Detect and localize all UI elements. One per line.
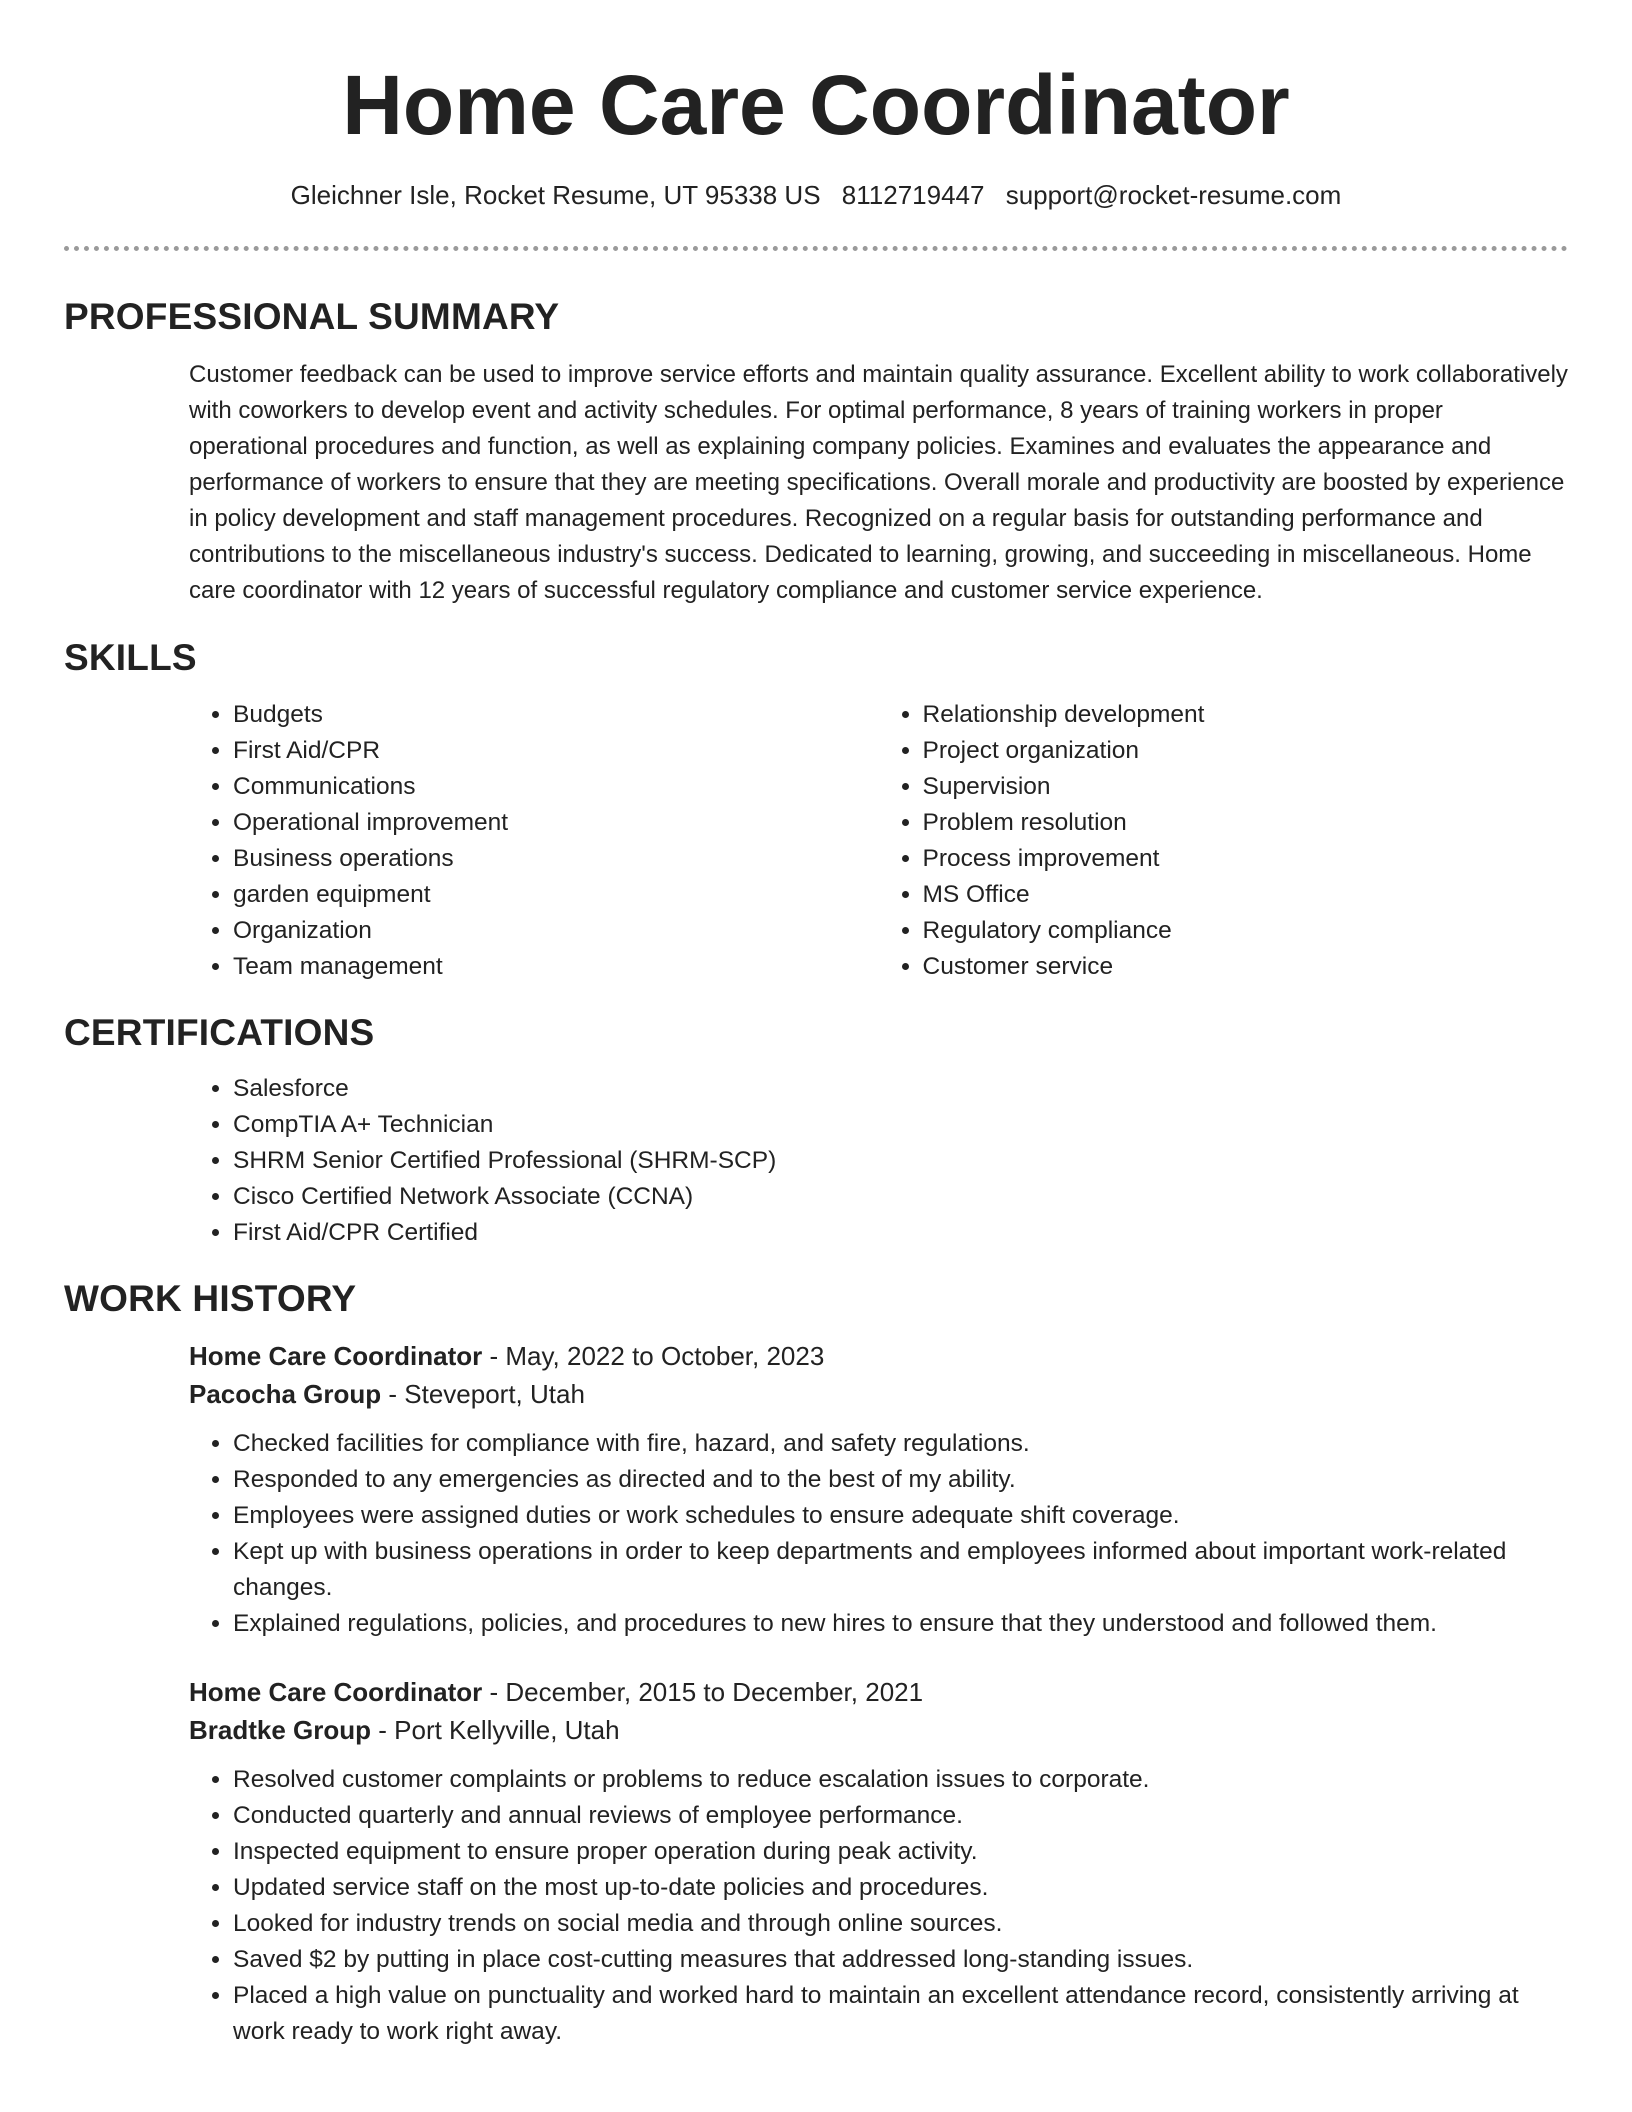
job-title-line [189,1673,1568,1711]
job-entry [189,1337,1568,1642]
certifications-block [189,1071,1568,1251]
job-bullet: • Placed a high value on punctuality and worked hard to maintain an excellent attendance record, consistently arriving at work ready to work right away. [233,1978,1568,2050]
job-role: Home Care Coordinator [189,1677,483,1707]
job-bullet: • Resolved customer complaints or problems to reduce escalation issues to corporate. [233,1762,1568,1798]
skills-columns [189,697,1568,985]
job-bullet: • Responded to any emergencies as directed and to the best of my ability. [233,1462,1568,1498]
job-company: Pacocha Group [189,1379,382,1409]
summary-text: Customer feedback can be used to improve service efforts and maintain quality assurance. Excellent ability to work collaboratively with coworkers to develop event and activity schedules. For optimal performance, 8 years of training workers in proper operational procedures and function, as well as explaining company policies. Examines and evaluates the appearance and performance of workers to ensure that they are meeting specifications. Overall morale and productivity are boosted by experience in policy development and staff management procedures. Recognized on a regular basis for outstanding performance and contributions to the miscellaneous industry's success. Dedicated to learning, growing, and succeeding in miscellaneous. Home care coordinator with 12 years of successful regulatory compliance and customer service experience. [189,361,1568,604]
job-dates: - May, 2022 to October, 2023 [482,1341,825,1371]
job-role: Home Care Coordinator [189,1341,483,1371]
header-divider [64,246,1568,251]
skill-item: • Customer service [923,949,1569,985]
job-bullet: • Updated service staff on the most up-to-date policies and procedures. [233,1870,1568,1906]
job-company: Bradtke Group [189,1715,372,1745]
skill-item: • Regulatory compliance [923,913,1569,949]
job-dates: - December, 2015 to December, 2021 [482,1677,924,1707]
summary-heading: PROFESSIONAL SUMMARY [64,296,560,337]
certification-item: • SHRM Senior Certified Professional (SHRM-SCP) [233,1143,1568,1179]
resume-name: Home Care Coordinator [342,58,1290,152]
skills-heading: SKILLS [64,637,197,678]
job-location: - Steveport, Utah [381,1379,585,1409]
job-bullet: • Explained regulations, policies, and procedures to new hires to ensure that they understood and followed them. [233,1606,1568,1642]
skill-item: • First Aid/CPR [233,733,879,769]
certification-item: • Cisco Certified Network Associate (CCNA) [233,1179,1568,1215]
skill-item: • Problem resolution [923,805,1569,841]
skill-item: • Process improvement [923,841,1569,877]
skill-item: • Operational improvement [233,805,879,841]
skill-item: • Budgets [233,697,879,733]
resume-page [64,0,1568,2050]
job-entry [189,1673,1568,2050]
job-bullet: • Conducted quarterly and annual reviews of employee performance. [233,1798,1568,1834]
contact-phone: 8112719447 [841,180,985,210]
contact-email: support@rocket-resume.com [1005,180,1342,210]
job-bullets [189,1762,1568,2050]
skill-item: • Team management [233,949,879,985]
skill-item: • Project organization [923,733,1569,769]
skill-item: • Organization [233,913,879,949]
skill-item: • Business operations [233,841,879,877]
certifications-list [189,1071,1568,1251]
job-bullet: • Inspected equipment to ensure proper operation during peak activity. [233,1834,1568,1870]
job-bullet: • Looked for industry trends on social media and through online sources. [233,1906,1568,1942]
job-company-line [189,1711,1568,1749]
certification-item: • Salesforce [233,1071,1568,1107]
job-company-line [189,1375,1568,1413]
job-location: - Port Kellyville, Utah [371,1715,620,1745]
certification-item: • CompTIA A+ Technician [233,1107,1568,1143]
job-bullet: • Employees were assigned duties or work schedules to ensure adequate shift coverage. [233,1498,1568,1534]
skill-item: • Communications [233,769,879,805]
job-bullet: • Kept up with business operations in order to keep departments and employees informed about important work-related changes. [233,1534,1568,1606]
skill-item: • garden equipment [233,877,879,913]
contact-address: Gleichner Isle, Rocket Resume, UT 95338 US [290,180,821,210]
skill-item: • Relationship development [923,697,1569,733]
skills-list-right [879,697,1569,985]
job-bullets [189,1426,1568,1642]
job-title-line [189,1337,1568,1375]
skill-item: • Supervision [923,769,1569,805]
work-history-heading: WORK HISTORY [64,1278,357,1319]
skills-list-left [189,697,879,985]
job-bullet: • Saved $2 by putting in place cost-cutting measures that addressed long-standing issues. [233,1942,1568,1978]
skill-item: • MS Office [923,877,1569,913]
certifications-heading: CERTIFICATIONS [64,1012,375,1053]
certification-item: • First Aid/CPR Certified [233,1215,1568,1251]
contact-line [64,178,1568,212]
job-bullet: • Checked facilities for compliance with fire, hazard, and safety regulations. [233,1426,1568,1462]
